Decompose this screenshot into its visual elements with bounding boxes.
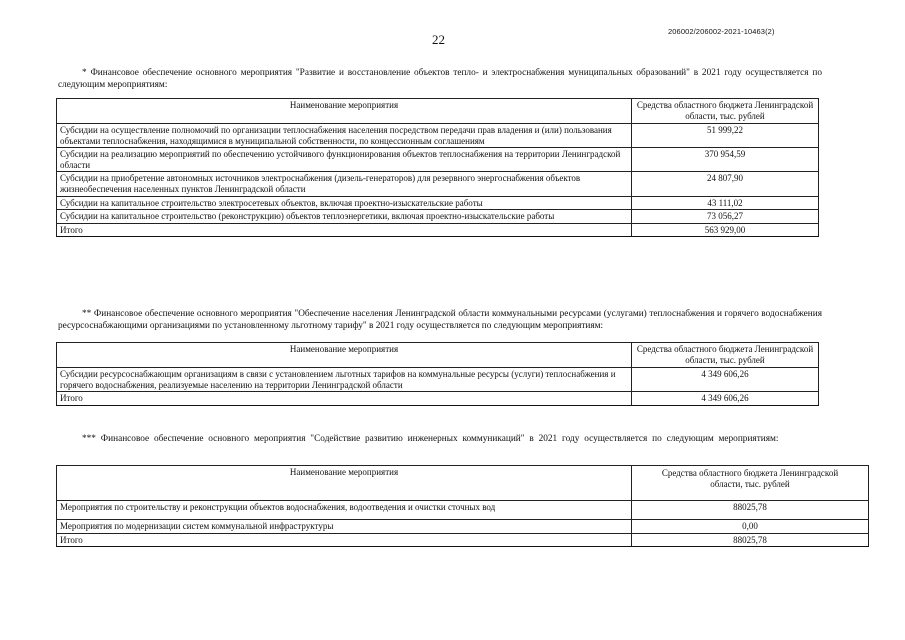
- row-name: Мероприятия по строительству и реконструкции объектов водоснабжения, водоотведения и очистки сточных вод: [57, 501, 632, 520]
- row-name: Субсидии на осуществление полномочий по организации теплоснабжения населения посредством передачи прав владения и (или) пользования объектами теплоснабжения, находящимися в муниципальной собственности, по концессионным соглашениям: [57, 124, 632, 148]
- row-value: 51 999,22: [632, 124, 819, 148]
- row-value: 370 954,59: [632, 148, 819, 172]
- table-row: [57, 124, 819, 148]
- column-header-budget: Средства областного бюджета Ленинградской области, тыс. рублей: [632, 466, 869, 501]
- table-header-row: [57, 99, 819, 124]
- table-total-row: [57, 533, 869, 547]
- row-value: 88025,78: [632, 501, 869, 520]
- section-1-intro: * Финансовое обеспечение основного мероприятия "Развитие и восстановление объектов тепло- и электроснабжения муниципальных образований" в 2021 году осуществляется по следующим мероприятиям:: [58, 68, 822, 90]
- table-row: [57, 368, 819, 392]
- section-2-table: [56, 342, 819, 406]
- total-label: Итого: [57, 392, 632, 406]
- table-row: [57, 501, 869, 520]
- document-id: 206002/206002-2021-10463(2): [668, 27, 775, 36]
- section-3-intro: *** Финансовое обеспечение основного мероприятия "Содействие развитию инженерных коммуникаций" в 2021 году осуществляется по следующим мероприятиям:: [82, 434, 779, 444]
- table-row: [57, 520, 869, 534]
- row-value: 4 349 606,26: [632, 368, 819, 392]
- row-name: Субсидии на реализацию мероприятий по обеспечению устойчивого функционирования объектов теплоснабжения на территории Ленинградской области: [57, 148, 632, 172]
- section-2-intro: ** Финансовое обеспечение основного мероприятия "Обеспечение населения Ленинградской области коммунальными ресурсами (услугами) теплоснабжения и горячего водоснабжения ресурсоснабжающими организациями по установленному льготному тарифу" в 2021 году осуществляется по следующим мероприятиям:: [58, 309, 822, 331]
- table-header-row: [57, 466, 869, 501]
- column-header-name: Наименование мероприятия: [57, 466, 632, 501]
- table-row: [57, 210, 819, 224]
- total-label: Итого: [57, 533, 632, 547]
- table-row: [57, 196, 819, 210]
- row-value: 73 056,27: [632, 210, 819, 224]
- column-header-name: Наименование мероприятия: [57, 343, 632, 368]
- row-name: Мероприятия по модернизации систем коммунальной инфраструктуры: [57, 520, 632, 534]
- column-header-name: Наименование мероприятия: [57, 99, 632, 124]
- row-name: Субсидии на приобретение автономных источников электроснабжения (дизель-генераторов) для резервного энергоснабжения объектов жизнеобеспечения населенных пунктов Ленинградской области: [57, 172, 632, 196]
- table-total-row: [57, 392, 819, 406]
- row-name: Субсидии ресурсоснабжающим организациям в связи с установлением льготных тарифов на коммунальные ресурсы (услуги) теплоснабжения и горячего водоснабжения, реализуемые населению на территории Ленинградской области: [57, 368, 632, 392]
- total-label: Итого: [57, 223, 632, 237]
- row-value: 43 111,02: [632, 196, 819, 210]
- table-row: [57, 172, 819, 196]
- total-value: 88025,78: [632, 533, 869, 547]
- total-value: 563 929,00: [632, 223, 819, 237]
- row-name: Субсидии на капитальное строительство (реконструкцию) объектов теплоэнергетики, включая проектно-изыскательские работы: [57, 210, 632, 224]
- row-value: 0,00: [632, 520, 869, 534]
- column-header-budget: Средства областного бюджета Ленинградской области, тыс. рублей: [632, 343, 819, 368]
- section-3-table: [56, 465, 869, 547]
- table-row: [57, 148, 819, 172]
- table-total-row: [57, 223, 819, 237]
- page-number: 22: [432, 32, 445, 47]
- row-value: 24 807,90: [632, 172, 819, 196]
- row-name: Субсидии на капитальное строительство электросетевых объектов, включая проектно-изыскательские работы: [57, 196, 632, 210]
- column-header-budget: Средства областного бюджета Ленинградской области, тыс. рублей: [632, 99, 819, 124]
- section-1-table: [56, 98, 819, 237]
- table-header-row: [57, 343, 819, 368]
- total-value: 4 349 606,26: [632, 392, 819, 406]
